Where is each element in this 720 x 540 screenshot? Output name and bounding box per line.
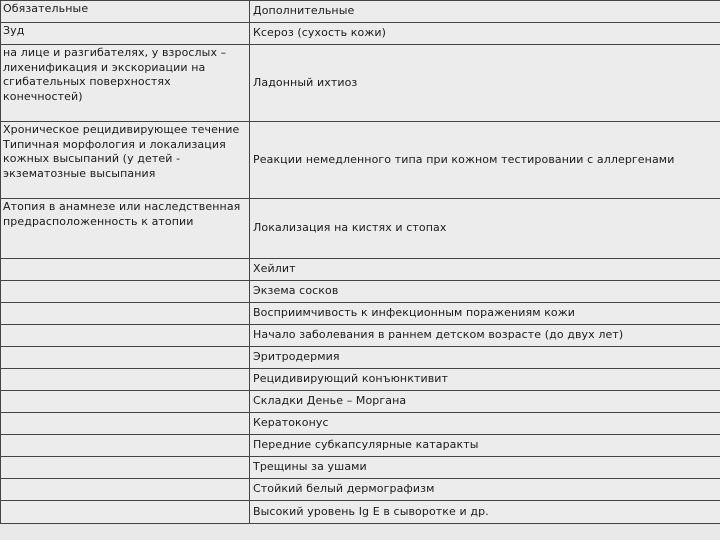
required-cell (1, 457, 250, 479)
table-row (1, 259, 720, 281)
table-row (1, 347, 720, 369)
required-cell (1, 501, 250, 524)
table-row (1, 457, 720, 479)
additional-cell: Локализация на кистях и стопах (250, 199, 720, 259)
table-row (1, 122, 720, 199)
table-row (1, 45, 720, 122)
table-row (1, 303, 720, 325)
additional-cell: Кератоконус (250, 413, 720, 435)
table-row (1, 501, 720, 524)
required-cell (1, 435, 250, 457)
required-cell (1, 303, 250, 325)
additional-cell: Реакции немедленного типа при кожном тестировании с аллергенами (250, 122, 720, 199)
required-cell (1, 281, 250, 303)
required-cell (1, 369, 250, 391)
required-cell: на лице и разгибателях, у взрослых – лихенификация и экскориации на сгибательных поверхностях конечностей) (1, 45, 250, 122)
table-row (1, 479, 720, 501)
table-row (1, 23, 720, 45)
table-row (1, 199, 720, 259)
additional-cell: Высокий уровень Ig E в сыворотке и др. (250, 501, 720, 524)
additional-cell: Эритродермия (250, 347, 720, 369)
required-cell: Хроническое рецидивирующее течение Типичная морфология и локализация кожных высыпаний (у детей - экзематозные высыпания (1, 122, 250, 199)
additional-cell: Ксероз (сухость кожи) (250, 23, 720, 45)
table-row (1, 413, 720, 435)
additional-cell: Складки Денье – Моргана (250, 391, 720, 413)
additional-cell: Рецидивирующий конъюнктивит (250, 369, 720, 391)
header-required: Обязательные (1, 1, 250, 23)
required-cell: Зуд (1, 23, 250, 45)
table-row (1, 281, 720, 303)
additional-cell: Ладонный ихтиоз (250, 45, 720, 122)
header-row (1, 1, 720, 23)
table-row (1, 369, 720, 391)
header-additional: Дополнительные (250, 1, 720, 23)
table-row (1, 391, 720, 413)
required-cell (1, 325, 250, 347)
required-cell: Атопия в анамнезе или наследственная предрасположенность к атопии (1, 199, 250, 259)
additional-cell: Начало заболевания в раннем детском возрасте (до двух лет) (250, 325, 720, 347)
additional-cell: Стойкий белый дермографизм (250, 479, 720, 501)
table-row (1, 325, 720, 347)
required-cell (1, 391, 250, 413)
required-cell (1, 479, 250, 501)
additional-cell: Трещины за ушами (250, 457, 720, 479)
additional-cell: Хейлит (250, 259, 720, 281)
required-cell (1, 413, 250, 435)
required-cell (1, 347, 250, 369)
additional-cell: Экзема сосков (250, 281, 720, 303)
additional-cell: Передние субкапсулярные катаракты (250, 435, 720, 457)
additional-cell: Восприимчивость к инфекционным поражениям кожи (250, 303, 720, 325)
table-row (1, 435, 720, 457)
required-cell (1, 259, 250, 281)
